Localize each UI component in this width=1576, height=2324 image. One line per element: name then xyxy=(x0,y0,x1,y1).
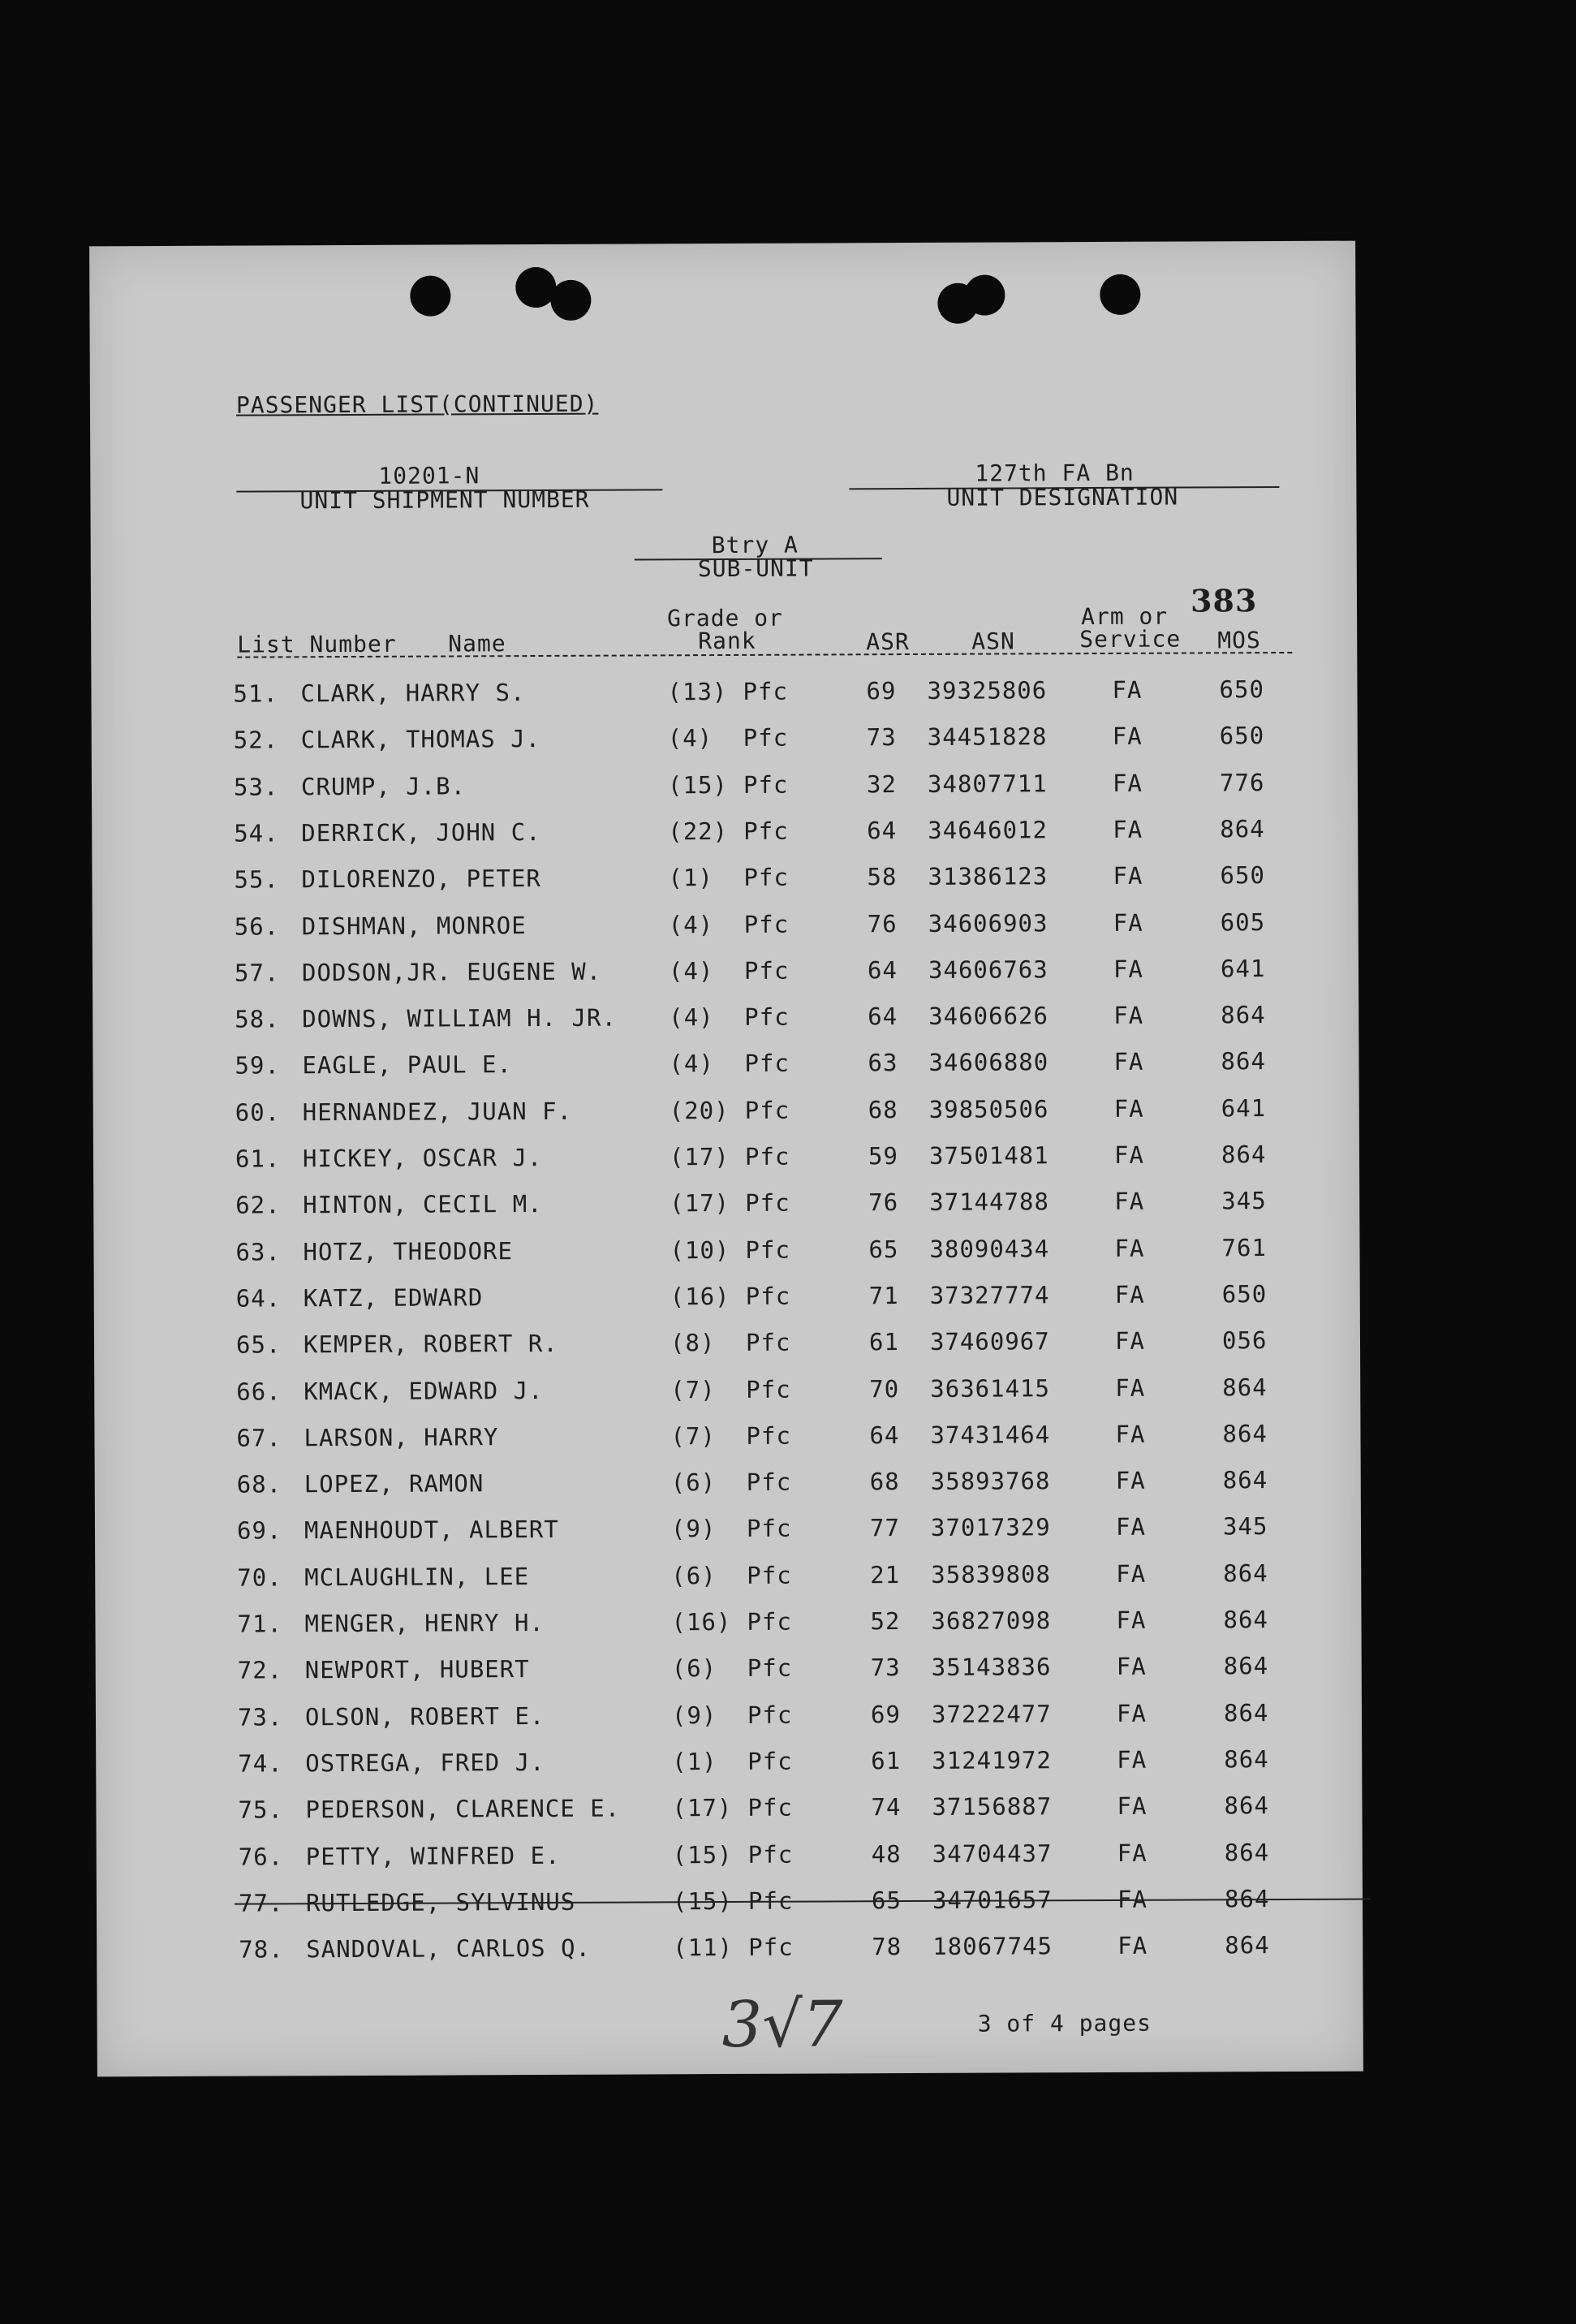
cell-grade: (17) xyxy=(669,1142,730,1171)
cell-name: EAGLE, PAUL E. xyxy=(302,1050,513,1080)
cell-rank: Pfc xyxy=(747,1701,793,1729)
cell-mos: 650 xyxy=(1220,861,1265,890)
cell-name: HINTON, CECIL M. xyxy=(303,1190,543,1219)
cell-asn: 37156887 xyxy=(932,1792,1053,1822)
cell-grade: (13) xyxy=(667,677,728,706)
table-row xyxy=(95,1512,1361,1564)
cell-num: 61. xyxy=(235,1145,281,1173)
cell-grade: (22) xyxy=(668,817,729,846)
cell-num: 75. xyxy=(238,1796,283,1824)
cell-grade: (6) xyxy=(671,1561,717,1589)
cell-mos: 650 xyxy=(1219,722,1265,750)
cell-mos: 864 xyxy=(1221,1001,1266,1029)
cell-arm: FA xyxy=(1114,1280,1145,1309)
cell-asr: 73 xyxy=(866,723,897,752)
cell-rank: Pfc xyxy=(747,1607,792,1636)
cell-num: 54. xyxy=(234,819,279,847)
cell-grade: (17) xyxy=(670,1189,730,1218)
cell-arm: FA xyxy=(1115,1420,1146,1448)
cell-rank: Pfc xyxy=(746,1375,791,1403)
table-row xyxy=(91,675,1357,727)
table-row xyxy=(96,1652,1362,1704)
cell-arm: FA xyxy=(1113,1048,1144,1076)
cell-name: DERRICK, JOHN C. xyxy=(301,817,541,847)
cell-rank: Pfc xyxy=(746,1421,791,1450)
cell-rank: Pfc xyxy=(747,1654,793,1683)
sub-unit: Btry A xyxy=(711,531,799,559)
cell-arm: FA xyxy=(1112,675,1143,704)
cell-num: 56. xyxy=(234,912,280,941)
cell-asr: 63 xyxy=(868,1049,898,1077)
cell-rank: Pfc xyxy=(743,817,789,845)
cell-rank: Pfc xyxy=(745,1188,790,1218)
cell-rank: Pfc xyxy=(744,1142,790,1171)
cell-num: 72. xyxy=(237,1656,283,1684)
cell-grade: (7) xyxy=(670,1421,716,1451)
cell-asn: 35893768 xyxy=(930,1467,1051,1495)
cell-asn: 34646012 xyxy=(928,816,1048,844)
cell-mos: 650 xyxy=(1221,1279,1268,1309)
passenger-table xyxy=(91,675,1357,1964)
cell-asn: 35839808 xyxy=(931,1559,1051,1589)
cell-grade: (4) xyxy=(668,956,714,985)
cell-asn: 34606763 xyxy=(928,955,1049,984)
cell-grade: (15) xyxy=(672,1840,733,1869)
col-grade-top: Grade or xyxy=(667,604,784,632)
cell-mos: 056 xyxy=(1221,1326,1268,1355)
cell-mos: 864 xyxy=(1224,1838,1270,1866)
cell-rank: Pfc xyxy=(745,1282,791,1310)
cell-mos: 864 xyxy=(1222,1373,1268,1401)
cell-asr: 65 xyxy=(868,1235,899,1263)
cell-num: 77. xyxy=(238,1889,284,1917)
cell-grade: (1) xyxy=(672,1747,717,1776)
cell-mos: 864 xyxy=(1223,1559,1268,1588)
cell-rank: Pfc xyxy=(746,1468,792,1496)
cell-asn: 34606880 xyxy=(928,1048,1049,1077)
cell-name: PEDERSON, CLARENCE E. xyxy=(305,1794,621,1824)
cell-name: DILORENZO, PETER xyxy=(301,864,541,894)
cell-rank: Pfc xyxy=(746,1515,792,1543)
cell-asr: 21 xyxy=(870,1560,901,1589)
table-row xyxy=(94,1326,1360,1378)
cell-mos: 864 xyxy=(1222,1466,1268,1494)
col-list-number: List Number xyxy=(237,630,397,658)
table-row xyxy=(94,1419,1360,1471)
cell-name: KEMPER, ROBERT R. xyxy=(303,1330,558,1359)
cell-arm: FA xyxy=(1114,1188,1145,1216)
table-row xyxy=(93,1093,1359,1145)
cell-num: 60. xyxy=(235,1098,281,1127)
cell-name: CLARK, HARRY S. xyxy=(300,679,526,708)
cell-asn: 39325806 xyxy=(927,676,1048,705)
table-row xyxy=(93,954,1359,1006)
cell-num: 71. xyxy=(237,1610,282,1638)
col-arm-bottom: Service xyxy=(1079,625,1182,653)
cell-name: MCLAUGHLIN, LEE xyxy=(304,1562,530,1591)
cell-asr: 48 xyxy=(871,1839,902,1868)
cell-asr: 64 xyxy=(867,955,898,985)
cell-asr: 73 xyxy=(870,1654,901,1682)
cell-arm: FA xyxy=(1117,1931,1148,1960)
cell-grade: (1) xyxy=(668,864,713,892)
cell-name: SANDOVAL, CARLOS Q. xyxy=(306,1934,592,1964)
cell-asn: 35143836 xyxy=(931,1653,1052,1682)
cell-num: 52. xyxy=(233,726,279,754)
cell-arm: FA xyxy=(1116,1606,1147,1634)
cell-arm: FA xyxy=(1115,1373,1146,1402)
table-row xyxy=(97,1931,1363,1983)
cell-grade: (9) xyxy=(671,1701,717,1729)
cell-asr: 76 xyxy=(867,909,898,938)
shipment-number: 10201-N xyxy=(378,462,480,489)
cell-mos: 864 xyxy=(1220,814,1265,843)
table-row xyxy=(93,1140,1359,1192)
cell-name: PETTY, WINFRED E. xyxy=(305,1841,561,1870)
cell-grade: (20) xyxy=(669,1096,730,1124)
cell-grade: (4) xyxy=(669,1003,714,1032)
table-row xyxy=(93,1001,1359,1053)
cell-asr: 61 xyxy=(868,1328,899,1356)
table-row xyxy=(94,1373,1360,1425)
table-row xyxy=(95,1559,1361,1610)
cell-grade: (7) xyxy=(670,1375,716,1403)
cell-num: 55. xyxy=(234,865,279,894)
cell-name: DOWNS, WILLIAM H. JR. xyxy=(302,1003,617,1033)
cell-asn: 39850506 xyxy=(928,1094,1049,1123)
cell-grade: (15) xyxy=(667,770,728,799)
cell-asn: 34451828 xyxy=(927,722,1048,752)
unit-designation-label: UNIT DESIGNATION xyxy=(946,483,1179,511)
cell-asn: 34704437 xyxy=(932,1839,1053,1868)
cell-rank: Pfc xyxy=(743,770,789,799)
cell-name: DODSON,JR. EUGENE W. xyxy=(301,957,602,987)
cell-num: 66. xyxy=(236,1377,282,1406)
cell-arm: FA xyxy=(1115,1513,1146,1541)
cell-mos: 650 xyxy=(1219,675,1264,704)
cell-num: 57. xyxy=(234,959,280,987)
cell-asr: 68 xyxy=(868,1095,898,1123)
cell-grade: (8) xyxy=(670,1329,716,1357)
cell-num: 67. xyxy=(236,1424,282,1452)
cell-asr: 69 xyxy=(870,1700,901,1728)
cell-arm: FA xyxy=(1113,955,1143,983)
cell-rank: Pfc xyxy=(743,956,790,985)
cell-num: 69. xyxy=(236,1516,282,1546)
cell-asn: 37144788 xyxy=(929,1188,1049,1217)
cell-asn: 34606903 xyxy=(928,908,1049,938)
cell-asn: 37431464 xyxy=(930,1421,1051,1449)
cell-name: HERNANDEZ, JUAN F. xyxy=(302,1097,573,1126)
cell-grade: (16) xyxy=(670,1282,730,1311)
unit-designation: 127th FA Bn xyxy=(975,459,1135,487)
cell-rank: Pfc xyxy=(747,1793,793,1822)
cell-rank: Pfc xyxy=(747,1561,792,1589)
cell-num: 63. xyxy=(235,1237,281,1266)
table-row xyxy=(93,1187,1359,1239)
cell-arm: FA xyxy=(1112,722,1143,751)
cell-asr: 74 xyxy=(871,1793,902,1822)
cell-name: HOTZ, THEODORE xyxy=(303,1236,514,1265)
cell-asn: 37460967 xyxy=(929,1327,1050,1356)
cell-asr: 52 xyxy=(870,1607,901,1636)
cell-asr: 64 xyxy=(868,1002,898,1031)
cell-mos: 864 xyxy=(1221,1047,1266,1076)
table-row xyxy=(97,1884,1363,1936)
cell-rank: Pfc xyxy=(748,1933,794,1961)
cell-name: CLARK, THOMAS J. xyxy=(300,725,541,754)
cell-asn: 36827098 xyxy=(931,1606,1052,1635)
cell-mos: 345 xyxy=(1221,1187,1267,1215)
cell-rank: Pfc xyxy=(744,1096,790,1124)
cell-name: DISHMAN, MONROE xyxy=(301,911,527,940)
punch-hole xyxy=(410,275,450,316)
cell-arm: FA xyxy=(1113,908,1143,937)
cell-num: 78. xyxy=(239,1935,284,1964)
cell-rank: Pfc xyxy=(743,910,790,938)
cell-mos: 776 xyxy=(1219,768,1265,796)
cell-mos: 864 xyxy=(1224,1884,1270,1913)
cell-mos: 345 xyxy=(1222,1512,1268,1541)
cell-rank: Pfc xyxy=(744,1002,790,1031)
table-row xyxy=(96,1698,1362,1750)
cell-asn: 34701657 xyxy=(932,1886,1053,1914)
cell-name: MAENHOUDT, ALBERT xyxy=(304,1516,559,1545)
cell-num: 53. xyxy=(233,772,279,801)
cell-arm: FA xyxy=(1113,815,1143,843)
cell-name: RUTLEDGE, SYLVINUS xyxy=(305,1887,576,1917)
cell-num: 74. xyxy=(238,1749,283,1778)
cell-grade: (16) xyxy=(671,1607,732,1636)
cell-grade: (11) xyxy=(673,1934,734,1962)
table-row xyxy=(96,1792,1362,1843)
punch-hole xyxy=(1100,274,1140,315)
cell-asn: 38090434 xyxy=(929,1234,1050,1263)
cell-asn: 37327774 xyxy=(929,1281,1050,1309)
cell-arm: FA xyxy=(1116,1653,1147,1681)
col-mos: MOS xyxy=(1217,627,1261,654)
cell-asr: 65 xyxy=(871,1886,902,1915)
stamp-number: 383 xyxy=(1190,582,1258,619)
cell-rank: Pfc xyxy=(747,1886,794,1915)
cell-grade: (4) xyxy=(667,724,713,752)
shipment-label: UNIT SHIPMENT NUMBER xyxy=(299,485,590,515)
cell-asr: 70 xyxy=(869,1374,900,1403)
cell-asr: 76 xyxy=(868,1188,899,1217)
cell-mos: 864 xyxy=(1224,1744,1269,1774)
cell-name: KATZ, EDWARD xyxy=(303,1283,484,1313)
cell-num: 68. xyxy=(236,1470,282,1498)
cell-num: 51. xyxy=(233,679,278,708)
cell-mos: 864 xyxy=(1222,1419,1268,1448)
cell-arm: FA xyxy=(1117,1839,1148,1867)
cell-arm: FA xyxy=(1113,1001,1144,1030)
cell-name: MENGER, HENRY H. xyxy=(304,1608,545,1638)
cell-name: LARSON, HARRY xyxy=(304,1423,499,1452)
cell-asr: 32 xyxy=(866,770,897,798)
cell-asr: 68 xyxy=(869,1468,900,1496)
cell-rank: Pfc xyxy=(743,677,788,705)
table-row xyxy=(92,722,1358,774)
cell-name: KMACK, EDWARD J. xyxy=(304,1376,544,1405)
cell-mos: 864 xyxy=(1224,1792,1269,1820)
cell-asr: 58 xyxy=(867,863,898,891)
cell-asn: 36361415 xyxy=(930,1373,1050,1403)
cell-asr: 59 xyxy=(868,1142,898,1171)
cell-arm: FA xyxy=(1116,1559,1147,1588)
cell-arm: FA xyxy=(1113,861,1143,890)
table-row xyxy=(93,1233,1359,1285)
cell-num: 70. xyxy=(237,1563,282,1592)
cell-arm: FA xyxy=(1117,1792,1148,1821)
cell-rank: Pfc xyxy=(743,863,789,892)
cell-rank: Pfc xyxy=(745,1328,791,1357)
cell-grade: (4) xyxy=(668,910,714,938)
cell-name: NEWPORT, HUBERT xyxy=(304,1655,530,1684)
cell-arm: FA xyxy=(1113,1140,1144,1169)
cell-mos: 864 xyxy=(1223,1698,1269,1727)
cell-grade: (17) xyxy=(672,1794,733,1822)
cell-mos: 864 xyxy=(1223,1606,1268,1634)
cell-mos: 641 xyxy=(1221,1093,1267,1123)
col-name: Name xyxy=(448,630,506,658)
cell-mos: 864 xyxy=(1223,1652,1269,1680)
cell-arm: FA xyxy=(1117,1885,1148,1913)
cell-rank: Pfc xyxy=(745,1235,790,1264)
table-row xyxy=(92,861,1358,913)
cell-asr: 64 xyxy=(867,816,898,845)
cell-asr: 64 xyxy=(869,1421,900,1450)
table-row xyxy=(93,908,1359,959)
cell-name: OSTREGA, FRED J. xyxy=(305,1748,545,1778)
table-row xyxy=(94,1279,1360,1331)
cell-arm: FA xyxy=(1115,1466,1146,1495)
cell-num: 62. xyxy=(235,1191,281,1219)
cell-rank: Pfc xyxy=(743,723,789,752)
cell-mos: 761 xyxy=(1221,1233,1267,1261)
col-asr: ASR xyxy=(866,628,910,656)
table-row xyxy=(97,1838,1363,1890)
cell-name: CRUMP, J.B. xyxy=(300,771,467,800)
cell-num: 73. xyxy=(237,1702,283,1731)
cell-arm: FA xyxy=(1116,1699,1147,1727)
cell-grade: (10) xyxy=(670,1235,730,1264)
cell-asn: 34807711 xyxy=(927,769,1048,798)
cell-num: 65. xyxy=(235,1330,282,1359)
cell-grade: (6) xyxy=(671,1654,717,1683)
table-row xyxy=(92,768,1358,820)
page-count: 3 of 4 pages xyxy=(977,2009,1152,2037)
cell-grade: (9) xyxy=(670,1515,717,1543)
cell-asn: 34606626 xyxy=(928,1002,1049,1031)
cell-rank: Pfc xyxy=(747,1840,794,1869)
handwritten-note: 3√7 xyxy=(721,1988,843,2063)
document-page xyxy=(89,241,1363,2077)
cell-arm: FA xyxy=(1114,1326,1145,1356)
cell-mos: 641 xyxy=(1220,954,1266,983)
cell-name: OLSON, ROBERT E. xyxy=(304,1701,545,1731)
table-row xyxy=(92,814,1358,866)
table-row xyxy=(95,1606,1361,1658)
cell-asr: 78 xyxy=(872,1933,902,1961)
col-arm-top: Arm or xyxy=(1081,602,1169,631)
cell-asr: 77 xyxy=(869,1514,900,1542)
sub-unit-label: SUB-UNIT xyxy=(697,554,814,583)
cell-num: 76. xyxy=(238,1842,284,1871)
cell-num: 59. xyxy=(235,1051,280,1080)
cell-arm: FA xyxy=(1112,769,1143,797)
cell-num: 58. xyxy=(235,1005,280,1033)
cell-asn: 37501481 xyxy=(928,1141,1049,1170)
cell-arm: FA xyxy=(1114,1234,1145,1262)
punch-hole xyxy=(550,280,591,321)
cell-asr: 69 xyxy=(866,677,897,705)
table-row xyxy=(95,1466,1361,1518)
cell-rank: Pfc xyxy=(747,1747,793,1775)
col-grade-bottom: Rank xyxy=(698,627,756,655)
table-row xyxy=(93,1047,1359,1099)
cell-mos: 605 xyxy=(1220,908,1266,936)
col-asn: ASN xyxy=(971,627,1015,655)
punch-hole xyxy=(964,274,1005,315)
cell-asn: 18067745 xyxy=(932,1932,1053,1960)
table-row xyxy=(96,1744,1362,1796)
cell-grade: (15) xyxy=(672,1886,733,1916)
cell-mos: 864 xyxy=(1225,1931,1270,1960)
cell-asr: 61 xyxy=(871,1746,902,1775)
cell-asn: 37222477 xyxy=(931,1699,1052,1728)
page-title: PASSENGER LIST(CONTINUED) xyxy=(235,390,599,419)
cell-rank: Pfc xyxy=(744,1050,790,1078)
cell-num: 64. xyxy=(235,1284,282,1313)
cell-arm: FA xyxy=(1113,1094,1144,1123)
cell-grade: (4) xyxy=(669,1050,714,1078)
cell-arm: FA xyxy=(1117,1745,1148,1774)
cell-name: HICKEY, OSCAR J. xyxy=(302,1143,543,1173)
cell-asn: 31241972 xyxy=(932,1746,1052,1774)
cell-asr: 71 xyxy=(868,1281,899,1310)
cell-asn: 37017329 xyxy=(930,1513,1051,1542)
cell-mos: 864 xyxy=(1221,1140,1267,1169)
cell-grade: (6) xyxy=(670,1468,717,1497)
cell-asn: 31386123 xyxy=(928,862,1049,891)
cell-name: LOPEZ, RAMON xyxy=(304,1469,484,1498)
